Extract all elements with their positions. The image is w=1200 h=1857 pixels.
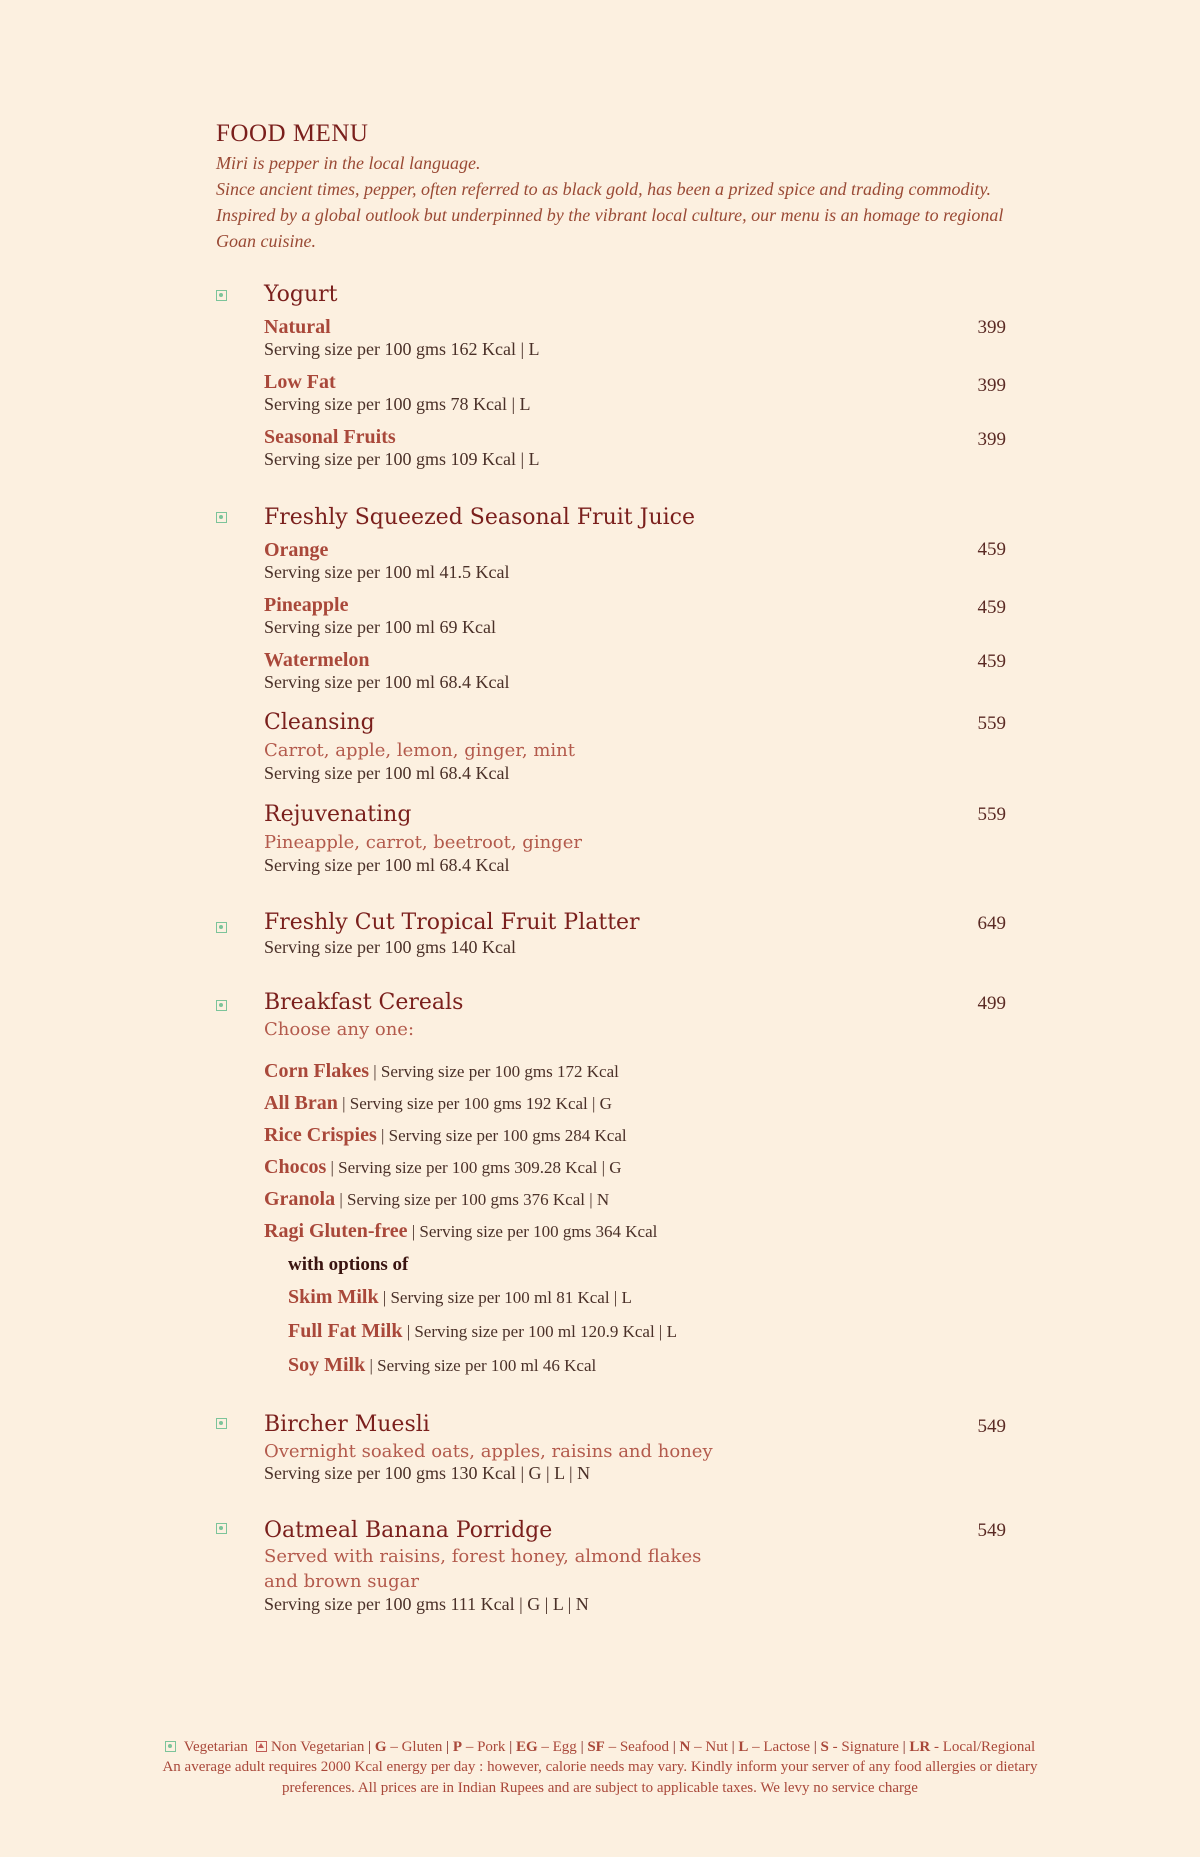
cereal-name: Rice Crispies <box>264 1124 377 1146</box>
cereal-option <box>264 1092 612 1115</box>
milk-option <box>288 1320 677 1343</box>
veg-icon <box>216 290 227 301</box>
item-description: Overnight soaked oats, apples, raisins and honey <box>264 1441 713 1462</box>
page-title: FOOD MENU <box>216 120 369 147</box>
non-veg-label: Non Vegetarian <box>270 1739 365 1755</box>
cereal-name: Corn Flakes <box>264 1060 369 1082</box>
cereal-option <box>264 1188 609 1211</box>
cereal-serving: | Serving size per 100 gms 309.28 Kcal | G <box>330 1158 622 1177</box>
legend-code: EG <box>515 1739 538 1755</box>
item-price: 549 <box>977 1416 1006 1437</box>
menu-intro <box>216 120 1016 254</box>
milk-option <box>288 1354 596 1377</box>
item-serving: Serving size per 100 gms 140 Kcal <box>264 937 516 957</box>
tagline: Miri is pepper in the local language. <box>216 153 481 173</box>
milk-name: Soy Milk <box>288 1354 366 1376</box>
legend-code: G <box>374 1739 387 1755</box>
section-juice <box>216 505 1006 885</box>
item-serving: Serving size per 100 gms 162 Kcal | L <box>264 339 540 359</box>
veg-icon <box>216 1418 227 1429</box>
milk-serving: | Serving size per 100 ml 46 Kcal <box>369 1356 597 1375</box>
section-subtitle: Choose any one: <box>264 1019 415 1040</box>
item-name: Seasonal Fruits <box>264 426 396 448</box>
cereal-serving: | Serving size per 100 gms 364 Kcal <box>411 1222 658 1241</box>
milk-option <box>288 1286 632 1309</box>
section-yogurt <box>216 282 1006 472</box>
milk-name: Skim Milk <box>288 1286 379 1308</box>
legend-code: L <box>738 1739 749 1755</box>
section-title: Bircher Muesli <box>264 1412 430 1437</box>
cereal-option <box>264 1060 619 1083</box>
item-price: 649 <box>977 913 1006 934</box>
cereal-option <box>264 1220 657 1243</box>
section-title: Breakfast Cereals <box>264 990 464 1015</box>
item-serving: Serving size per 100 ml 41.5 Kcal <box>264 562 510 582</box>
legend-label: – Seafood <box>608 1739 669 1755</box>
options-label: with options of <box>288 1254 409 1275</box>
item-name: Watermelon <box>264 649 370 671</box>
cereal-option <box>264 1124 627 1147</box>
blend-name: Cleansing <box>264 710 375 735</box>
milk-serving: | Serving size per 100 ml 81 Kcal | L <box>382 1288 632 1307</box>
item-serving: Serving size per 100 ml 68.4 Kcal <box>264 763 510 783</box>
item-price: 559 <box>977 713 1006 734</box>
intro-description: Since ancient times, pepper, often referred to as black gold, has been a prized spice and trading commodity. Inspired by a global outlook but underpinned by the vibrant local culture, our menu is an homage to regional Goan cuisine. <box>216 179 1004 251</box>
section-title: Yogurt <box>264 282 338 307</box>
section-porridge <box>216 1518 1006 1628</box>
veg-icon <box>216 922 227 933</box>
milk-name: Full Fat Milk <box>288 1320 403 1342</box>
item-serving: Serving size per 100 ml 69 Kcal <box>264 617 496 637</box>
legend-code: LR <box>909 1739 931 1755</box>
item-name: Orange <box>264 539 329 561</box>
item-serving: Serving size per 100 gms 111 Kcal | G | L | N <box>264 1594 589 1614</box>
veg-icon <box>216 512 227 523</box>
item-name: Natural <box>264 316 331 338</box>
blend-description: Carrot, apple, lemon, ginger, mint <box>264 740 575 761</box>
veg-label: Vegetarian <box>183 1739 248 1755</box>
cereal-serving: | Serving size per 100 gms 376 Kcal | N <box>339 1190 610 1209</box>
legend-code: SF <box>587 1739 605 1755</box>
legend-code: P <box>452 1739 463 1755</box>
item-serving: Serving size per 100 ml 68.4 Kcal <box>264 855 510 875</box>
pricing-note: preferences. All prices are in Indian Rupees and are subject to applicable taxes. We levy no service charge <box>282 1780 918 1796</box>
section-title: Freshly Cut Tropical Fruit Platter <box>264 910 640 935</box>
cereal-serving: | Serving size per 100 gms 172 Kcal <box>373 1062 619 1081</box>
item-price: 549 <box>977 1520 1006 1541</box>
veg-icon <box>216 1000 227 1011</box>
item-serving: Serving size per 100 gms 130 Kcal | G | L | N <box>264 1463 591 1483</box>
item-name: Pineapple <box>264 594 349 616</box>
cereal-serving: | Serving size per 100 gms 284 Kcal <box>381 1126 627 1145</box>
item-price: 459 <box>977 597 1006 618</box>
section-platter <box>216 910 1006 970</box>
section-cereals <box>216 990 1006 1380</box>
legend-label: - Signature <box>832 1739 899 1755</box>
item-price: 499 <box>977 993 1006 1014</box>
section-muesli <box>216 1412 1006 1502</box>
section-title: Oatmeal Banana Porridge <box>264 1518 553 1543</box>
item-price: 399 <box>977 375 1006 396</box>
section-title: Freshly Squeezed Seasonal Fruit Juice <box>264 505 696 530</box>
cereal-option <box>264 1156 622 1179</box>
cereal-name: Chocos <box>264 1156 327 1178</box>
cereal-serving: | Serving size per 100 gms 192 Kcal | G <box>342 1094 612 1113</box>
item-description: and brown sugar <box>264 1571 419 1592</box>
legend-label: – Pork <box>465 1739 506 1755</box>
blend-name: Rejuvenating <box>264 802 412 827</box>
cereal-name: All Bran <box>264 1092 338 1114</box>
milk-serving: | Serving size per 100 ml 120.9 Kcal | L <box>406 1322 677 1341</box>
item-serving: Serving size per 100 gms 109 Kcal | L <box>264 449 540 469</box>
legend-code: S <box>820 1739 829 1755</box>
menu-footer <box>150 1737 1050 1799</box>
item-price: 459 <box>977 651 1006 672</box>
item-price: 459 <box>977 539 1006 560</box>
legend-label: – Egg <box>541 1739 577 1755</box>
non-veg-icon <box>256 1741 267 1752</box>
item-description: Served with raisins, forest honey, almond flakes <box>264 1546 702 1567</box>
item-price: 399 <box>977 317 1006 338</box>
legend-label: – Lactose <box>752 1739 811 1755</box>
legend-label: - Local/Regional <box>933 1739 1036 1755</box>
veg-icon <box>216 1523 227 1534</box>
item-serving: Serving size per 100 gms 78 Kcal | L <box>264 394 531 414</box>
calorie-note: An average adult requires 2000 Kcal energy per day : however, calorie needs may vary. Kindly inform your server of any food allergies or dietary <box>162 1759 1038 1775</box>
item-name: Low Fat <box>264 371 336 393</box>
legend-code: N <box>679 1739 691 1755</box>
cereal-name: Granola <box>264 1188 336 1210</box>
item-price: 559 <box>977 804 1006 825</box>
dietary-legend: Vegetarian Non Vegetarian | G – Gluten | P – Pork | EG – Egg | SF – Seafood | N – Nut | L – Lactose | S - Signature | LR - Local/Regional <box>150 1737 1050 1757</box>
veg-icon <box>165 1741 176 1752</box>
cereal-name: Ragi Gluten-free <box>264 1220 408 1242</box>
legend-label: – Nut <box>694 1739 728 1755</box>
legend-label: – Gluten <box>390 1739 443 1755</box>
blend-description: Pineapple, carrot, beetroot, ginger <box>264 832 582 853</box>
item-serving: Serving size per 100 ml 68.4 Kcal <box>264 672 510 692</box>
item-price: 399 <box>977 429 1006 450</box>
